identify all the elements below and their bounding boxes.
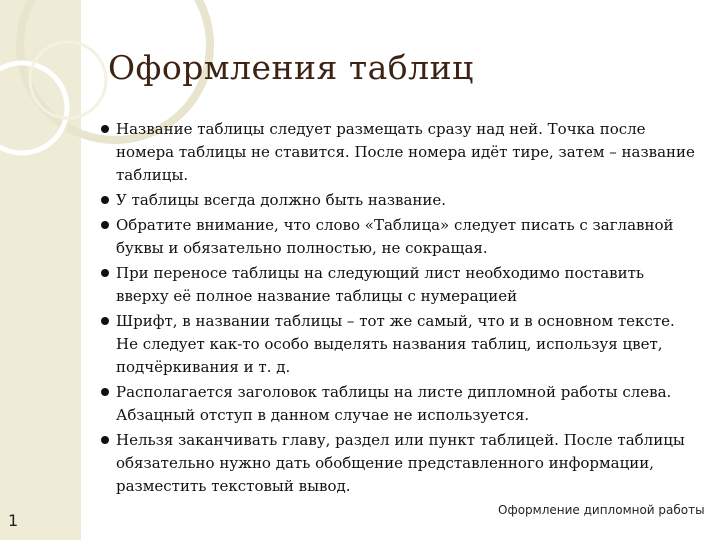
bullet-icon bbox=[101, 196, 109, 204]
list-item bbox=[101, 189, 701, 212]
slide-title: Оформления таблиц bbox=[108, 48, 474, 87]
bullet-text: Название таблицы следует размещать сразу над ней. Точка после номера таблицы не ставится. После номера идёт тире, затем – название таблицы. bbox=[116, 120, 695, 184]
bullet-text: Обратите внимание, что слово «Таблица» следует писать с заглавной буквы и обязательно полностью, не сокращая. bbox=[116, 216, 674, 257]
list-item bbox=[101, 214, 701, 260]
bullet-icon bbox=[101, 317, 109, 325]
bullet-text: Шрифт, в названии таблицы – тот же самый, что и в основном тексте. Не следует как-то особо выделять названия таблиц, используя цвет, подчёркивания и т. д. bbox=[116, 312, 675, 376]
bullet-icon bbox=[101, 221, 109, 229]
page-number: 1 bbox=[8, 511, 19, 530]
bullet-icon bbox=[101, 436, 109, 444]
list-item bbox=[101, 381, 701, 427]
footer-caption: Оформление дипломной работы bbox=[498, 503, 705, 517]
side-panel bbox=[0, 0, 81, 540]
bullet-text: Нельзя заканчивать главу, раздел или пункт таблицей. После таблицы обязательно нужно дать обобщение представленного информации, разместить текстовый вывод. bbox=[116, 431, 685, 495]
list-item bbox=[101, 429, 701, 498]
bullet-text: Располагается заголовок таблицы на листе дипломной работы слева. Абзацный отступ в данном случае не используется. bbox=[116, 383, 672, 424]
list-item bbox=[101, 118, 701, 187]
bullet-text: При переносе таблицы на следующий лист необходимо поставить вверху её полное название таблицы с нумерацией bbox=[116, 264, 645, 305]
bullet-list bbox=[101, 118, 701, 500]
bullet-icon bbox=[101, 388, 109, 396]
bullet-icon bbox=[101, 125, 109, 133]
list-item bbox=[101, 310, 701, 379]
list-item bbox=[101, 262, 701, 308]
bullet-text: У таблицы всегда должно быть название. bbox=[116, 191, 447, 209]
bullet-icon bbox=[101, 269, 109, 277]
